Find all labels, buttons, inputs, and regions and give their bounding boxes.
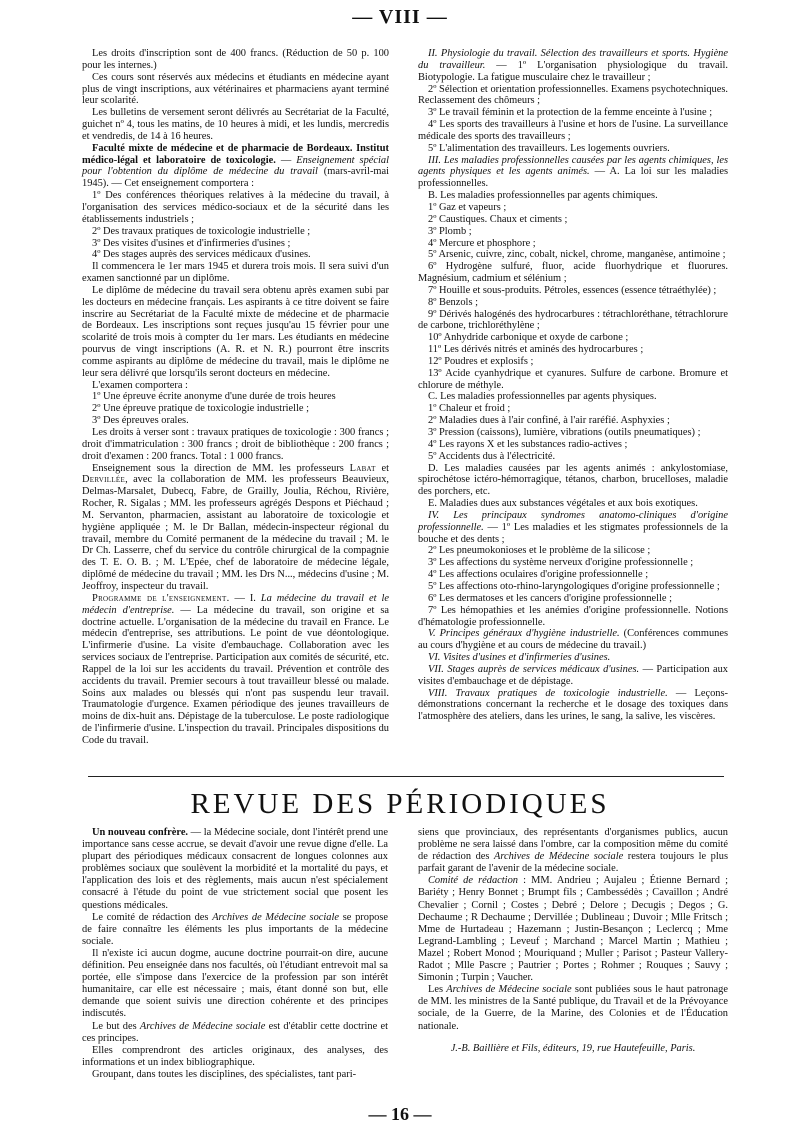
list-item: 1º Gaz et vapeurs ; — [428, 201, 507, 213]
paragraph — [418, 827, 728, 875]
list-item: 5º Arsenic, cuivre, zinc, cobalt, nickel, chrome, manganèse, antimoine ; — [428, 249, 726, 261]
paragraph: Elles comprendront des articles originaux, des analyses, des informations et un index bibliographique. — [82, 1044, 388, 1068]
paragraph-programme — [82, 593, 389, 747]
text: se propose de faire connaître les éléments les plus importants de la médecine sociale. — [82, 911, 388, 947]
list-item: 7º Houille et sous-produits. Pétroles, essences (essence tétraéthylée) ; — [428, 284, 717, 296]
section-title: REVUE DES PÉRIODIQUES — [190, 788, 610, 820]
name-smallcaps: Labat — [349, 462, 376, 474]
text: — 1º Les maladies et les stigmates professionnels de la bouche et des dents ; — [418, 521, 728, 545]
list-item: 2º Caustiques. Chaux et ciments ; — [428, 213, 568, 225]
left-column-top — [82, 48, 389, 747]
right-column-top — [418, 48, 728, 723]
paragraph: Les bulletins de versement seront délivrés au Secrétariat de la Faculté, guichet nº 4, tous les matins, de 10 heures à midi, et les lundis, mercredis et vendredis, de 14 à 16 heures. — [82, 107, 389, 142]
page-header-roman: — VIII — — [352, 6, 448, 28]
list-item: 5º L'alimentation des travailleurs. Les logements ouvriers. — [428, 142, 670, 154]
text: — I. — [229, 592, 261, 604]
section-viii — [418, 688, 728, 724]
text: (mars-avril-mai 1945). — Cet enseignement comportera : — [82, 166, 389, 190]
list-item: 6º Hydrogène sulfuré, fluor, acide fluorhydrique et fluorures. Magnésium, cadmium et sélénium ; — [418, 261, 728, 285]
paragraph: Ces cours sont réservés aux médecins et étudiants en médecine ayant plus de vingt inscriptions, aux vétérinaires et pharmaciens ayant terminé leur scolarité. — [82, 71, 389, 107]
italic-heading: VI. Visites d'usines et d'infirmeries d'usines. — [428, 652, 611, 664]
publisher-imprint — [418, 1043, 728, 1055]
italic-heading: III. Les maladies professionnelles causées par les agents chimiques, les agents physiques et les agents animés. — [418, 154, 728, 178]
list-item: 8º Benzols ; — [428, 296, 478, 308]
subsection-c: C. Les maladies professionnelles par agents physiques. — [428, 391, 657, 403]
list-item: 3º Des épreuves orales. — [92, 415, 189, 427]
list-item: 2º Une épreuve pratique de toxicologie industrielle ; — [92, 403, 310, 415]
text: : MM. Andrieu ; Aujaleu ; Étienne Bernard ; Bariéty ; Henry Bonnet ; Brumpt fils ; Cambessédès ; Cavaillon ; André Chevalier ; Cornil ; Costes ; Debré ; Delore ; Decugis ; Degos ; G. Dechaume ; R Dechaume ; Dervillée ; Dublineau ; Duvoir ; Mlle Fritsch ; Mme de Hurtadeau ; Hazemann ; Justin-Besançon ; Leclercq ; Mme Legrand-Lambling ; Leveuf ; Marchand ; Marcel Martin ; Mathieu ; Mazel ; Robert Monod ; Mouriquand ; Muller ; Parisot ; Pasteur Vallery-Radot ; Mlle Pascre ; Pautrier ; Portes ; Rohmer ; Rouques ; Sauvy ; Simonin ; Turpin ; Vaucher. — [418, 875, 729, 984]
text: , avec la collaboration de MM. les professeurs Beauvieux, Delmas-Marsalet, Dubecq, Fabre, de Grailly, Joulia, Réchou, Rivière, Rocher, R. Sigalas ; MM. les professeurs agrégés Despons et Piéchaud ; M. Servanton, pharmacien, assistant au laboratoire de toxicologie et hygiène appliquée ; M. le Dr Ballan, médecin-inspecteur régional du travail, membre du Comité permanent de la médecine du travail ; M. le Dr Ch. Lasserre, chef du service du contrôle chirurgical de la compagnie des T. E. O. B. ; M. L'Epée, chef de laboratoire de médecine légale, diplômé de médecine du travail ; MM. les Drs N..., médecins d'usine ; M. Jeoffroy, inspecteur du travail. — [82, 474, 389, 592]
list-item: 2º Les pneumokonioses et le problème de la silicose ; — [428, 545, 651, 557]
section-vi — [418, 652, 728, 664]
text: (Conférences communes au cours d'hygiène et au cours de médecine du travail.) — [418, 628, 728, 652]
list-item: 2º Des travaux pratiques de toxicologie industrielle ; — [92, 225, 311, 237]
section-vii — [418, 664, 728, 688]
text: — 1º L'organisation physiologique du travail. Biotypologie. La fatigue musculaire chez le travailleur ; — [418, 59, 728, 83]
list-item: 3º Pression (caissons), lumière, vibrations (outils pneumatiques) ; — [428, 427, 701, 438]
list-item: 5º Accidents dus à l'électricité. — [428, 450, 556, 462]
paragraph-bordeaux — [82, 143, 389, 190]
paragraph: Groupant, dans toutes les disciplines, des spécialistes, tant pari- — [92, 1068, 357, 1080]
text: — — [275, 154, 297, 166]
italic-text: Enseignement spécial pour l'obtention du diplôme de médecine du travail — [82, 154, 389, 178]
text: — la Médecine sociale, dont l'intérêt prend une importance sans cesse accrue, se devait d'avoir une revue digne d'elle. La plupart des périodiques médicaux consacrent de longues colonnes aux problèmes sociaux que soulèvent la morbidité et la mortalité du pays, et l'application des lois et des règlements, mais aucun n'est spécialement consacré à l'étude du point de vue strictement social que posent les questions médicales. — [82, 827, 388, 911]
text: Le comité de rédaction des — [92, 911, 213, 923]
italic-text: Archives de Médecine sociale — [212, 911, 339, 923]
section-v — [418, 628, 728, 652]
paragraph — [418, 984, 728, 1032]
list-item: 9º Dérivés halogénés des hydrocarbures : tétrachloréthane, tétrachlorure de carbone, trichloréthylène ; — [418, 308, 728, 332]
paragraph — [82, 463, 389, 593]
italic-heading: IV. Les principaux syndromes anatomo-cliniques d'origine professionnelle. — [418, 509, 728, 533]
italic-text: Archives de Médecine sociale — [139, 1020, 266, 1032]
list-item: 5º Les affections oto-rhino-laryngologiques d'origine professionnelle ; — [428, 580, 720, 592]
text: siens que provinciaux, des représentants d'organismes publics, aucun problème ne sera laissé dans l'ombre, car la composition même du comité de rédaction des — [418, 827, 728, 863]
italic-heading: VIII. Travaux pratiques de toxicologie industrielle. — [428, 687, 668, 699]
list-item: 3º Les affections du système nerveux d'origine professionnelle ; — [428, 557, 694, 569]
italic-heading: II. Physiologie du travail. Sélection des travailleurs et sports. Hygiène du travailleur. — [418, 48, 728, 71]
paragraph: Il commencera le 1er mars 1945 et durera trois mois. Il sera suivi d'un examen sanctionné par un diplôme. — [82, 261, 389, 285]
programme-heading: Programme de l'enseignement. — [92, 592, 230, 604]
list-item: 3º Des visites d'usines et d'infirmeries d'usines ; — [92, 237, 291, 249]
section-ii — [418, 48, 728, 84]
paragraph: Il n'existe ici aucun dogme, aucune doctrine pourrait-on dire, aucune définition. Peu enseignée dans nos facultés, où l'étudiant entrevoit mal sa portée, elle s'impose dans l'exercice de la profession par son intérêt humanitaire, car elle est nécessaire ; mais, étant donné son but, elle demande que soient suivis une direction cohérente et des principes indiscutés. — [82, 947, 388, 1020]
right-column-bottom — [418, 827, 728, 1055]
list-item: 3º Plomb ; — [428, 225, 472, 237]
list-item: 6º Les dermatoses et les cancers d'origine professionnelle ; — [428, 592, 672, 604]
list-item: 4º Les affections oculaires d'origine professionnelle ; — [428, 569, 649, 581]
list-item: 13º Acide cyanhydrique et cyanures. Sulfure de carbone. Bromure et chlorure de méthyle. — [418, 367, 728, 391]
horizontal-divider — [88, 776, 724, 777]
italic-text: Archives de Médecine sociale — [493, 851, 624, 863]
list-item: 4º Les sports des travailleurs à l'usine et hors de l'usine. La surveillance médicale des sports des travailleurs ; — [418, 119, 728, 142]
italic-text: Comité de rédaction — [428, 875, 518, 887]
paragraph-comite — [418, 875, 728, 984]
list-item: 10º Anhydride carbonique et oxyde de carbone ; — [428, 332, 629, 344]
text: — A. La loi sur les maladies professionnelles. — [418, 166, 728, 190]
text: sont publiées sous le haut patronage de MM. les ministres de la Santé publique, du Travail et de la Prévoyance sociale, de la Guerre, de la Marine, des Colonies et de l'Éducation nationale. — [418, 984, 728, 1032]
text: — Participation aux visites d'embauchage et de dépistage. — [418, 663, 728, 687]
text: est d'établir cette doctrine et ces principes. — [82, 1020, 388, 1044]
italic-text: La médecine du travail et le médecin d'entreprise. — [82, 592, 389, 616]
paragraph: Les droits à verser sont : travaux pratiques de toxicologie : 300 francs ; droit d'immatriculation : 300 francs ; droit de bibliothèque : 200 francs ; droit d'examen : 200 francs. Total : 1 000 francs. — [82, 427, 389, 462]
name-smallcaps: Dervillée — [82, 474, 126, 486]
section-iii — [418, 155, 728, 191]
text: Enseignement sous la direction de MM. les professeurs — [92, 462, 350, 474]
list-item: 2º Maladies dues à l'air confiné, à l'air raréfié. Asphyxies ; — [428, 415, 670, 427]
page-number: — 16 — — [368, 1104, 432, 1124]
list-item: 1º Une épreuve écrite anonyme d'une durée de trois heures — [92, 391, 336, 403]
text: — Leçons-démonstrations concernant la recherche et le dosage des toxiques dans l'atmosphère des ateliers, dans les urines, le sang, la salive, les viscères. — [418, 687, 728, 723]
text: restera toujours le plus parfait garant de l'avenir de la médecine sociale. — [418, 851, 728, 875]
italic-text: Archives de Médecine sociale — [446, 984, 572, 996]
bold-heading: Faculté mixte de médecine et de pharmacie de Bordeaux. Institut médico-légal et laboratoire de toxicologie. — [82, 142, 389, 166]
subsection-e: E. Maladies dues aux substances végétales et aux bois exotiques. — [428, 498, 698, 510]
list-item: 3º Le travail féminin et la protection de la femme enceinte à l'usine ; — [428, 107, 713, 119]
section-iv — [418, 510, 728, 546]
paragraph: Le diplôme de médecine du travail sera obtenu après examen subi par les docteurs en médecine français. Les aspirants à ce titre doivent se faire inscrire au Secrétariat de la Faculté mixte de médecine et de pharmacie de Bordeaux. Les inscriptions sont reçues jusqu'au 15 février pour une scolarité de trois mois à compter du 1er mars. Les étudiants en médecine pourvus de vingt inscriptions (A. R. et N. R.) pourront être inscrits comme aspirants au diplôme de médecine du travail, mais le diplôme ne leur sera délivré que lorsqu'ils seront docteurs en médecine. — [82, 284, 389, 379]
paragraph: Les droits d'inscription sont de 400 francs. (Réduction de 50 p. 100 pour les internes.) — [82, 48, 389, 71]
bold-heading: Un nouveau confrère. — [92, 827, 189, 838]
subsection-d: D. Les maladies causées par les agents animés : ankylostomiase, spirochétose ictéro-hémorragique, tétanos, charbon, brucelloses, maladie des porchers, etc. — [418, 462, 728, 498]
paragraph — [82, 1021, 388, 1045]
paragraph: L'examen comportera : — [92, 379, 188, 391]
list-item: 7º Les hémopathies et les anémies d'origine professionnelle. Notions d'hématologie professionnelle. — [418, 604, 728, 628]
paragraph — [82, 912, 388, 948]
list-item: 1º Des conférences théoriques relatives à la médecine du travail, à l'organisation des services médico-sociaux et de la sécurité dans les établissements industriels ; — [82, 190, 389, 225]
text: , éditeurs, 19, rue Hautefeuille, Paris. — [537, 1042, 696, 1054]
text: — La médecine du travail, son origine et sa doctrine actuelle. L'organisation de la médecine du travail en France. Le médecin d'entreprise, ses attributions. Le point de vue déontologique. L'infirmerie d'usine. La visite d'embauchage. Collaboration avec les services sociaux de l'entreprise. Participation aux comités de sécurité, etc. Rappel de la loi sur les accidents du travail. Prévention et contrôle des accidents du travail. Premier secours à tout travailleur blessé ou malade. Soins aux malades ou blessés qui n'ont pas suspendu leur travail. Traumatologie d'urgence. Examen périodique des jeunes travailleurs de moins de dix-huit ans. Dépistage de la tuberculose. Le poste radiologique de l'infirmerie d'usine. L'inspection du travail. Principales dispositions du Code du travail. — [82, 604, 389, 746]
list-item: 4º Des stages auprès des services médicaux d'usines. — [92, 249, 311, 261]
list-item: 1º Chaleur et froid ; — [428, 403, 511, 415]
list-item: 12º Poudres et explosifs ; — [428, 355, 534, 367]
subsection-b: B. Les maladies professionnelles par agents chimiques. — [428, 190, 658, 202]
text: Le but des — [92, 1020, 140, 1032]
list-item: 4º Mercure et phosphore ; — [428, 237, 536, 249]
list-item: 11º Les dérivés nitrés et aminés des hydrocarbures ; — [428, 344, 644, 356]
italic-heading: V. Principes généraux d'hygiène industrielle. — [428, 628, 620, 640]
list-item: 4º Les rayons X et les substances radio-actives ; — [428, 438, 628, 450]
italic-heading: VII. Stages auprès de services médicaux d'usines. — [428, 663, 640, 675]
text: Les — [428, 984, 447, 996]
paragraph-nouveau-confrere — [82, 827, 388, 912]
left-column-bottom — [82, 827, 388, 1081]
publisher-name: J.-B. Baillière et Fils — [450, 1042, 538, 1054]
list-item: 2º Sélection et orientation professionnelles. Examens psychotechniques. Reclassement des chômeurs ; — [418, 83, 728, 107]
text: et — [375, 462, 389, 474]
